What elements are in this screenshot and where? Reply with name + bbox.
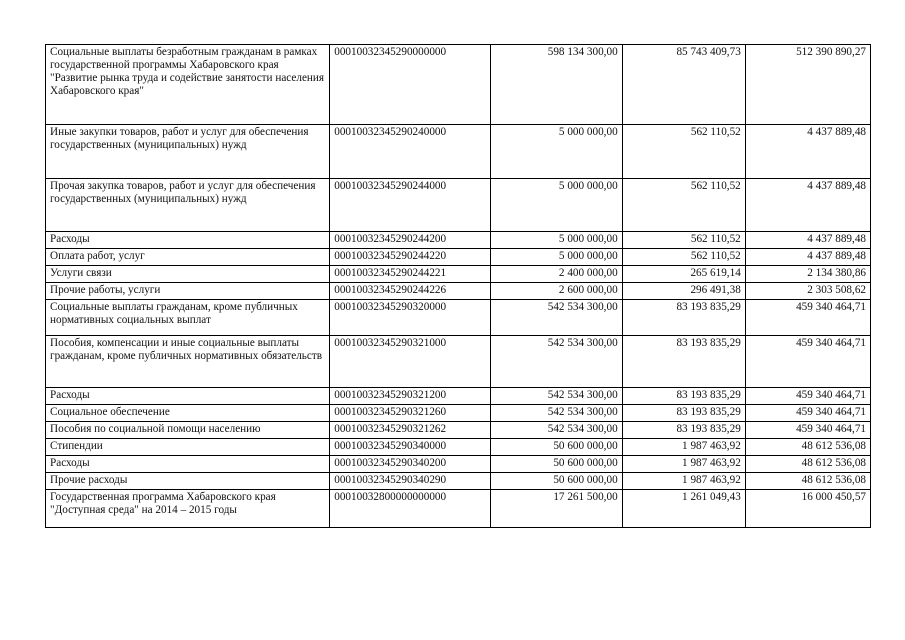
row-executed: 83 193 835,29 — [622, 336, 745, 388]
row-executed: 296 491,38 — [622, 283, 745, 300]
table-row — [46, 490, 871, 528]
row-planned: 50 600 000,00 — [491, 439, 622, 456]
table-row — [46, 45, 871, 125]
row-name: Прочие работы, услуги — [46, 283, 330, 300]
row-code: 00010032345290340200 — [330, 456, 491, 473]
row-planned: 2 400 000,00 — [491, 266, 622, 283]
row-code: 00010032345290244226 — [330, 283, 491, 300]
row-executed: 83 193 835,29 — [622, 422, 745, 439]
budget-execution-table — [45, 44, 871, 528]
row-executed: 562 110,52 — [622, 232, 745, 249]
row-code: 00010032345290000000 — [330, 45, 491, 125]
row-planned: 598 134 300,00 — [491, 45, 622, 125]
row-remaining: 48 612 536,08 — [745, 456, 870, 473]
table-row — [46, 439, 871, 456]
row-executed: 83 193 835,29 — [622, 300, 745, 336]
row-executed: 1 987 463,92 — [622, 456, 745, 473]
row-code: 00010032345290244200 — [330, 232, 491, 249]
row-remaining: 16 000 450,57 — [745, 490, 870, 528]
row-name: Социальные выплаты безработным гражданам в рамках государственной программы Хабаровского края "Развитие рынка труда и содействие занятости населения Хабаровского края" — [46, 45, 330, 125]
row-name: Оплата работ, услуг — [46, 249, 330, 266]
row-name: Государственная программа Хабаровского края "Доступная среда" на 2014 – 2015 годы — [46, 490, 330, 528]
table-row — [46, 422, 871, 439]
row-name: Иные закупки товаров, работ и услуг для обеспечения государственных (муниципальных) нужд — [46, 125, 330, 179]
table-row — [46, 336, 871, 388]
row-executed: 1 987 463,92 — [622, 473, 745, 490]
table-row — [46, 125, 871, 179]
row-name: Социальное обеспечение — [46, 405, 330, 422]
row-planned: 50 600 000,00 — [491, 473, 622, 490]
table-row — [46, 300, 871, 336]
document-page — [45, 44, 871, 528]
row-planned: 5 000 000,00 — [491, 179, 622, 232]
row-planned: 5 000 000,00 — [491, 125, 622, 179]
row-name: Социальные выплаты гражданам, кроме публичных нормативных социальных выплат — [46, 300, 330, 336]
row-remaining: 459 340 464,71 — [745, 388, 870, 405]
row-planned: 542 534 300,00 — [491, 422, 622, 439]
row-remaining: 2 134 380,86 — [745, 266, 870, 283]
row-planned: 17 261 500,00 — [491, 490, 622, 528]
row-code: 00010032800000000000 — [330, 490, 491, 528]
row-executed: 562 110,52 — [622, 249, 745, 266]
row-planned: 542 534 300,00 — [491, 388, 622, 405]
table-row — [46, 266, 871, 283]
row-executed: 1 261 049,43 — [622, 490, 745, 528]
row-code: 00010032345290321200 — [330, 388, 491, 405]
row-code: 00010032345290340000 — [330, 439, 491, 456]
row-executed: 1 987 463,92 — [622, 439, 745, 456]
table-row — [46, 249, 871, 266]
row-executed: 265 619,14 — [622, 266, 745, 283]
row-name: Пособия, компенсации и иные социальные выплаты гражданам, кроме публичных нормативных обязательств — [46, 336, 330, 388]
row-executed: 85 743 409,73 — [622, 45, 745, 125]
row-code: 00010032345290321000 — [330, 336, 491, 388]
row-code: 00010032345290340290 — [330, 473, 491, 490]
row-code: 00010032345290320000 — [330, 300, 491, 336]
row-code: 00010032345290244221 — [330, 266, 491, 283]
row-planned: 542 534 300,00 — [491, 405, 622, 422]
row-name: Прочие расходы — [46, 473, 330, 490]
row-planned: 5 000 000,00 — [491, 249, 622, 266]
row-planned: 542 534 300,00 — [491, 300, 622, 336]
row-planned: 2 600 000,00 — [491, 283, 622, 300]
row-code: 00010032345290244220 — [330, 249, 491, 266]
table-row — [46, 283, 871, 300]
row-remaining: 459 340 464,71 — [745, 336, 870, 388]
row-remaining: 459 340 464,71 — [745, 300, 870, 336]
row-code: 00010032345290321262 — [330, 422, 491, 439]
row-code: 00010032345290240000 — [330, 125, 491, 179]
row-remaining: 459 340 464,71 — [745, 405, 870, 422]
row-remaining: 512 390 890,27 — [745, 45, 870, 125]
row-remaining: 459 340 464,71 — [745, 422, 870, 439]
table-row — [46, 179, 871, 232]
row-remaining: 4 437 889,48 — [745, 179, 870, 232]
row-name: Услуги связи — [46, 266, 330, 283]
table-row — [46, 388, 871, 405]
row-name: Пособия по социальной помощи населению — [46, 422, 330, 439]
row-remaining: 48 612 536,08 — [745, 439, 870, 456]
row-name: Расходы — [46, 456, 330, 473]
row-remaining: 4 437 889,48 — [745, 249, 870, 266]
table-row — [46, 405, 871, 422]
row-code: 00010032345290244000 — [330, 179, 491, 232]
table-row — [46, 456, 871, 473]
row-name: Расходы — [46, 388, 330, 405]
row-name: Прочая закупка товаров, работ и услуг для обеспечения государственных (муниципальных) нужд — [46, 179, 330, 232]
row-name: Расходы — [46, 232, 330, 249]
table-row — [46, 232, 871, 249]
row-planned: 50 600 000,00 — [491, 456, 622, 473]
row-executed: 562 110,52 — [622, 179, 745, 232]
row-planned: 5 000 000,00 — [491, 232, 622, 249]
row-remaining: 4 437 889,48 — [745, 125, 870, 179]
row-executed: 83 193 835,29 — [622, 388, 745, 405]
row-remaining: 48 612 536,08 — [745, 473, 870, 490]
row-executed: 562 110,52 — [622, 125, 745, 179]
row-remaining: 4 437 889,48 — [745, 232, 870, 249]
row-name: Стипендии — [46, 439, 330, 456]
row-executed: 83 193 835,29 — [622, 405, 745, 422]
row-remaining: 2 303 508,62 — [745, 283, 870, 300]
row-code: 00010032345290321260 — [330, 405, 491, 422]
table-row — [46, 473, 871, 490]
row-planned: 542 534 300,00 — [491, 336, 622, 388]
